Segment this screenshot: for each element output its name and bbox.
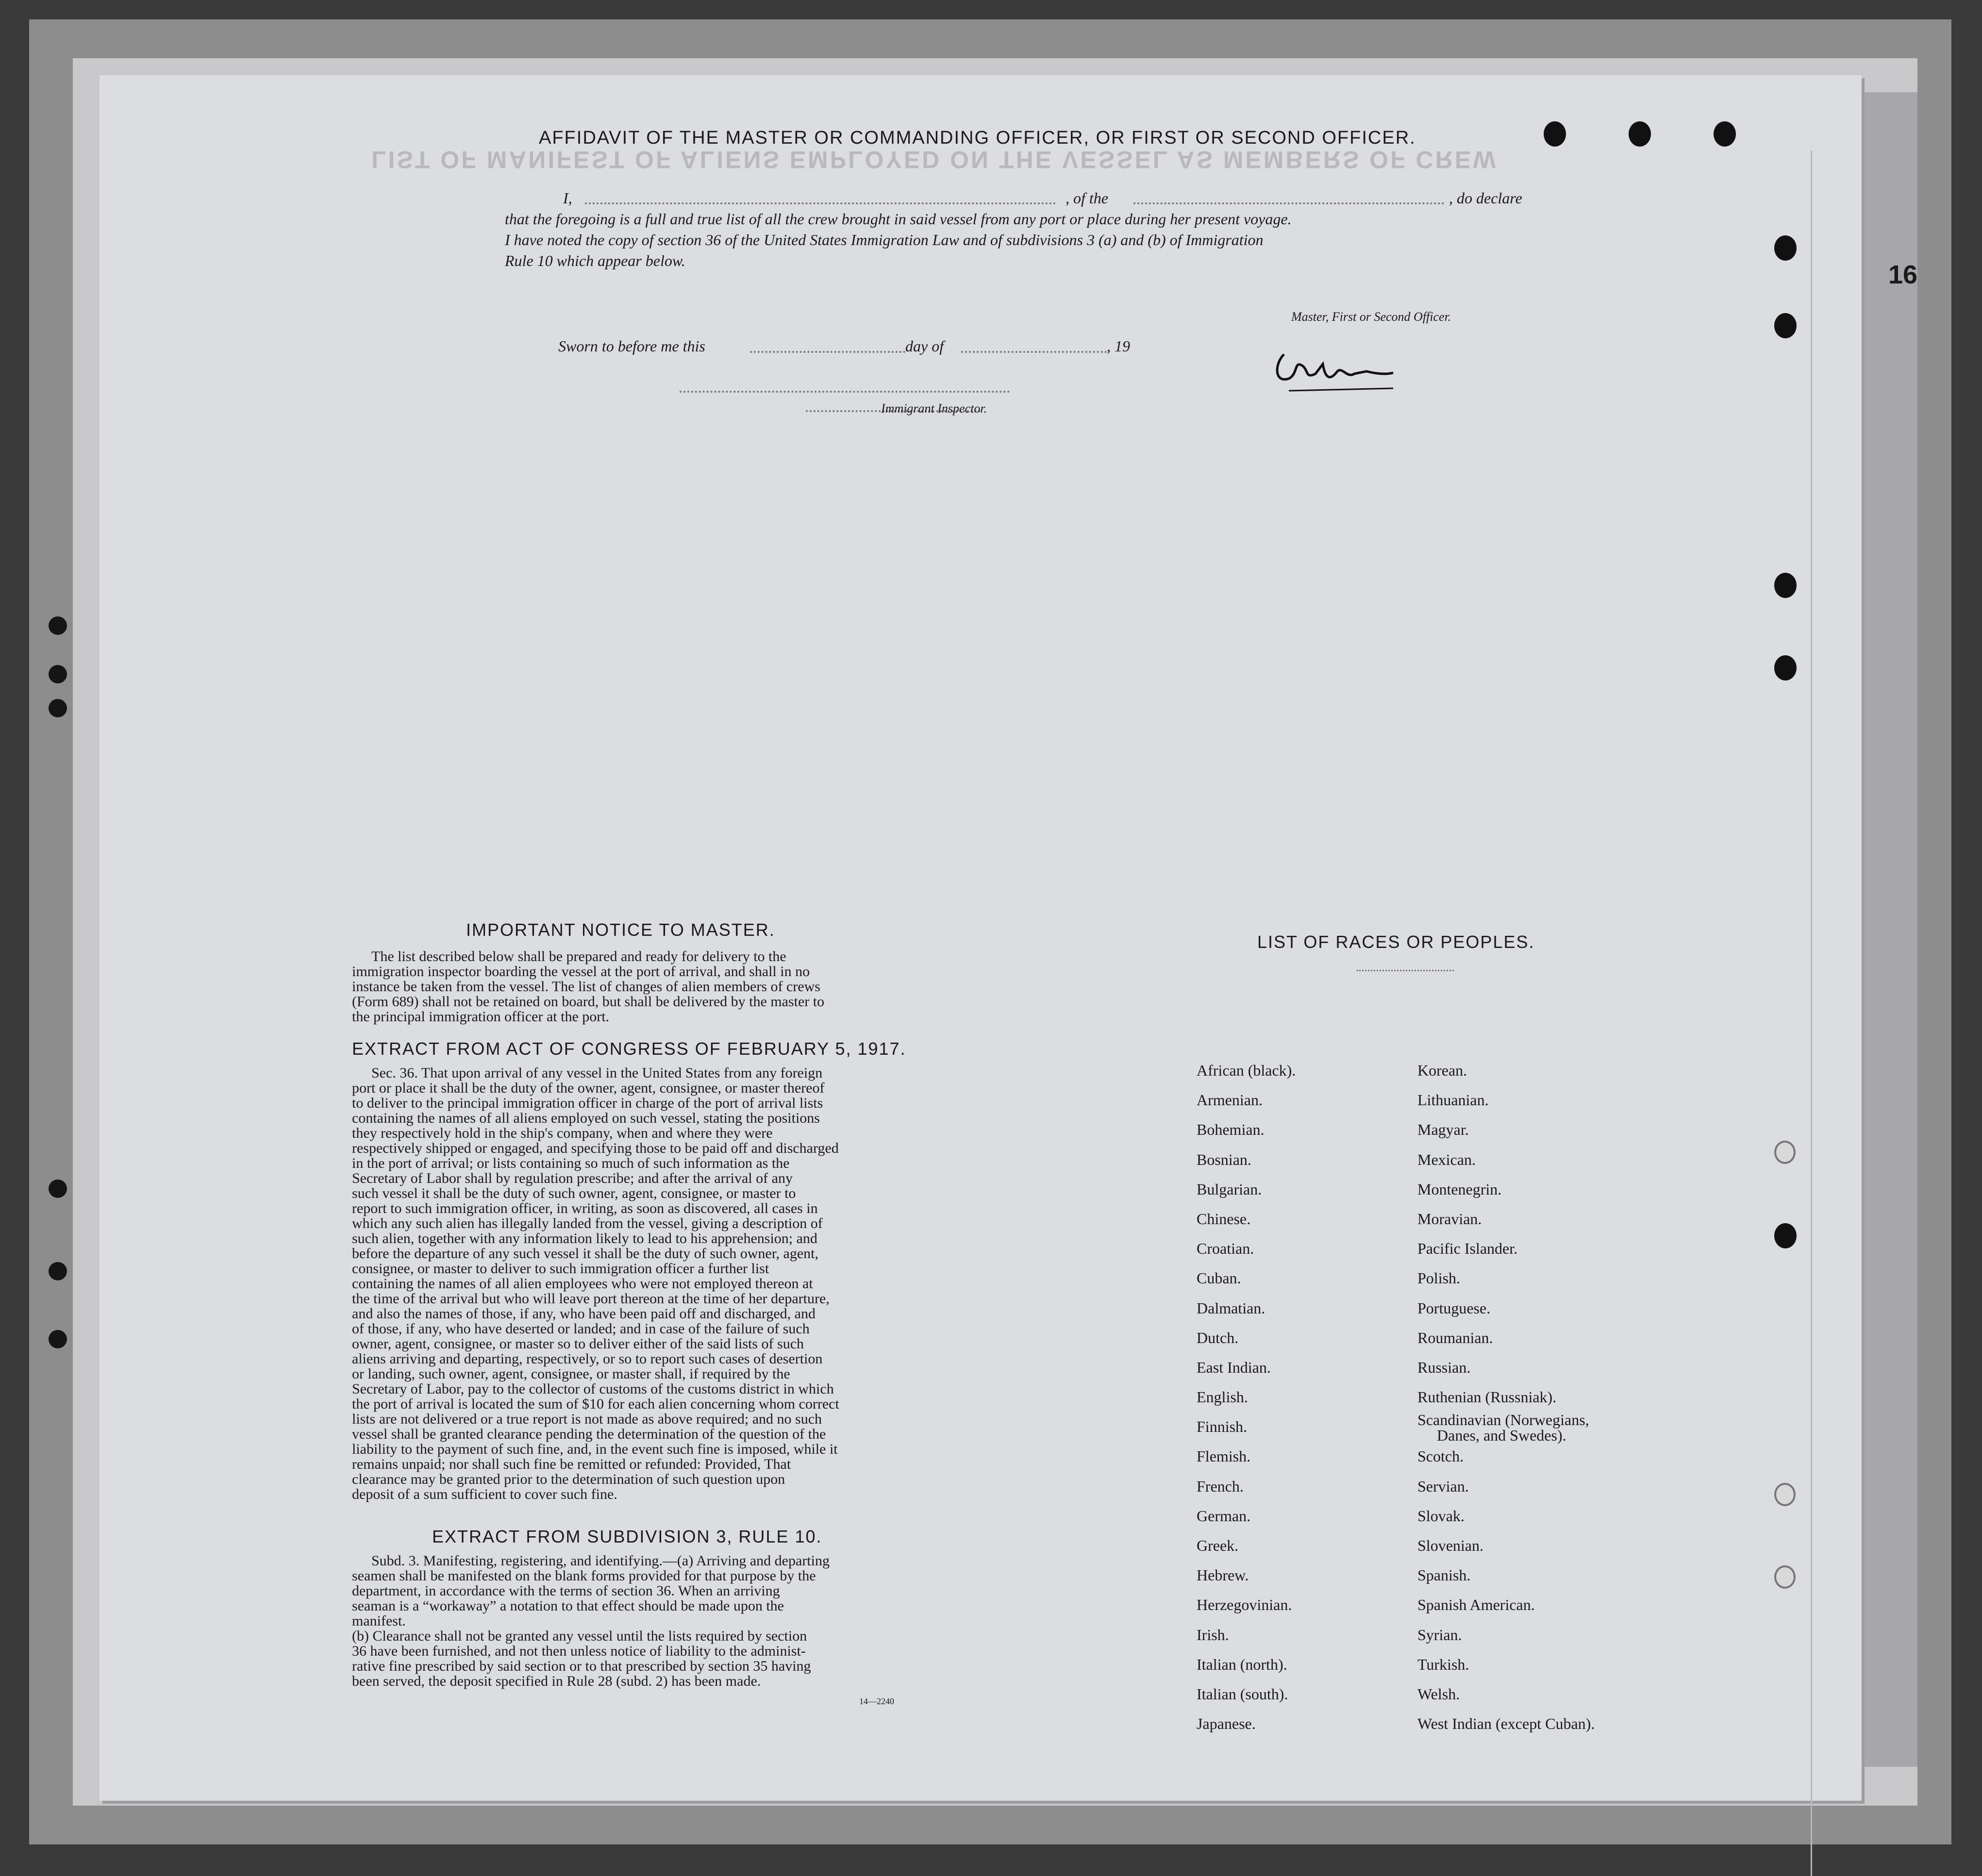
inspector-signature-blank [680,391,1010,393]
rule-line: seamen shall be manifested on the blank forms provided for that purpose by the [352,1568,816,1584]
notice-line: the principal immigration officer at the port. [352,1009,610,1025]
binder-hole [49,699,67,717]
notice-line: (Form 689) shall not be retained on board, but shall be delivered by the master to [352,994,825,1010]
act-line: aliens arriving and departing, respectively, or so to report such cases of desertion [352,1351,823,1367]
race-item: Italian (north). [1197,1655,1287,1673]
vessel-blank [1133,202,1444,204]
act-line: consignee, or master to deliver to such immigration officer a further list [352,1261,769,1277]
race-item: Japanese. [1197,1715,1256,1733]
punch-hole [1714,121,1736,147]
inspector-caption: Immigrant Inspector. [881,401,987,415]
binder-hole [49,665,67,683]
race-item: Turkish. [1417,1655,1469,1673]
race-item: West Indian (except Cuban). [1417,1715,1595,1733]
act-line: liability to the payment of such fine, and, in the event such fine is imposed, while it [352,1441,838,1457]
sworn-day-blank [750,351,905,353]
race-item: Servian. [1417,1477,1469,1495]
binder-hole [49,1330,67,1348]
act-line: which any such alien has illegally landed from the vessel, giving a description of [352,1215,823,1231]
race-item: Polish. [1417,1269,1461,1287]
act-line: lists are not delivered or a true report is not made as above required; and no such [352,1411,822,1427]
rule-line: manifest. [352,1613,406,1629]
act-line: containing the names of all alien employees who were not employed thereon at [352,1276,813,1292]
manifest-page [100,75,1862,1801]
race-item: Syrian. [1417,1626,1462,1644]
race-item: Bohemian. [1197,1121,1265,1139]
act-title: EXTRACT FROM ACT OF CONGRESS OF FEBRUARY 5, 1917. [352,1039,906,1059]
race-item: Greek. [1197,1537,1239,1554]
act-line: Sec. 36. That upon arrival of any vessel in the United States from any foreign [371,1065,823,1081]
affidavit-of-the: , of the [1066,189,1108,207]
binder-hole [49,1179,67,1198]
act-line: such vessel it shall be the duty of such owner, agent, consignee, or master to [352,1185,796,1201]
act-line: clearance may be granted prior to the determination of such question upon [352,1471,785,1487]
act-line: respectively shipped or engaged, and specifying those to be paid off and discharged [352,1140,839,1156]
notice-line: The list described below shall be prepared and ready for delivery to the [371,948,786,964]
notice-line: immigration inspector boarding the vessel at the port of arrival, and shall in no [352,963,810,980]
punch-hole [1774,235,1797,261]
race-item: French. [1197,1477,1244,1495]
races-title: LIST OF RACES OR PEOPLES. [1257,932,1535,952]
races-right-column [1417,1056,1595,1739]
race-item: Ruthenian (Russniak). [1417,1388,1557,1406]
race-item: Croatian. [1197,1240,1254,1258]
race-item: Scotch. [1417,1447,1464,1465]
race-item: Cuban. [1197,1269,1241,1287]
year-text: , 19 [1107,337,1130,355]
act-line: remains unpaid; nor shall such fine be remitted or refunded: Provided, That [352,1456,791,1472]
race-item: Herzegovinian. [1197,1596,1292,1614]
race-item: Hebrew. [1197,1566,1249,1584]
race-item: Italian (south). [1197,1685,1288,1703]
act-line: the port of arrival is located the sum of $10 for each alien concerning whom correct [352,1396,839,1412]
race-item: Dalmatian. [1197,1299,1266,1317]
page-number: 16 [1888,260,1918,289]
punch-hole [1774,1141,1796,1164]
rule-line: rative fine prescribed by said section or to that prescribed by section 35 having [352,1658,811,1674]
affidavit-line-2: that the foregoing is a full and true list of all the crew brought in said vessel from any port or place during her present voyage. [505,210,1292,228]
race-item: Spanish American. [1417,1596,1535,1614]
punch-hole [1774,655,1797,681]
race-item: Dutch. [1197,1328,1239,1346]
rule-title: EXTRACT FROM SUBDIVISION 3, RULE 10. [432,1527,822,1546]
race-item: Scandinavian (Norwegians, Danes, and Swedes). [1417,1412,1595,1442]
act-line: in the port of arrival; or lists containing so much of such information as the [352,1155,790,1171]
act-line: vessel shall be granted clearance pending the determination of the question of the [352,1426,826,1442]
notice-line: instance be taken from the vessel. The list of changes of alien members of crews [352,979,820,995]
act-line: deposit of a sum sufficient to cover such fine. [352,1486,617,1502]
race-item: Slovak. [1417,1507,1465,1525]
act-line: owner, agent, consignee, or master so to deliver either of the said lists of such [352,1336,804,1352]
race-item: Montenegrin. [1417,1180,1502,1198]
act-line: the time of the arrival but who will leave port thereon at the time of her departure, [352,1291,830,1307]
affidavit-title: AFFIDAVIT OF THE MASTER OR COMMANDING OFFICER, OR FIRST OR SECOND OFFICER. [539,128,1416,148]
binder-hole [49,616,67,635]
punch-hole [1774,1483,1796,1506]
signature-caption: Master, First or Second Officer. [1291,310,1451,324]
rule-line: been served, the deposit specified in Rule 28 (subd. 2) has been made. [352,1673,761,1689]
affidavit-do-declare: , do declare [1449,189,1522,207]
act-line: to deliver to the principal immigration officer in charge of the port of arrival lists [352,1095,823,1111]
name-blank [585,202,1056,204]
race-item: Flemish. [1197,1447,1251,1465]
race-item: Korean. [1417,1062,1467,1079]
form-number: 14—2240 [859,1696,894,1706]
rule-line: 36 have been furnished, and not then unless notice of liability to the administ- [352,1643,806,1659]
affidavit-line-3: I have noted the copy of section 36 of the United States Immigration Law and of subdivisions 3 (a) and (b) of Immigration [505,231,1264,249]
officer-signature [1269,345,1396,398]
notice-title: IMPORTANT NOTICE TO MASTER. [466,920,775,940]
rule-text [352,1553,927,1689]
race-item: Bulgarian. [1197,1180,1262,1198]
race-item: Irish. [1197,1626,1229,1644]
race-item: Portuguese. [1417,1299,1491,1317]
punch-hole [1774,573,1797,598]
race-item: Moravian. [1417,1210,1482,1228]
act-line: they respectively hold in the ship's company, when and where they were [352,1125,773,1141]
rule-line: (b) Clearance shall not be granted any vessel until the lists required by section [352,1628,807,1644]
rule-line: Subd. 3. Manifesting, registering, and identifying.—(a) Arriving and departing [371,1553,830,1569]
act-line: of those, if any, who have deserted or landed; and in case of the failure of such [352,1321,810,1337]
notice-text [352,949,927,1024]
rule-line: department, in accordance with the terms of section 36. When an arriving [352,1583,780,1599]
races-title-rule [1357,970,1454,971]
race-item: Mexican. [1417,1150,1476,1168]
race-item: Welsh. [1417,1685,1460,1703]
race-item: German. [1197,1507,1251,1525]
race-item: Finnish. [1197,1418,1248,1436]
act-text [352,1065,927,1502]
race-item: Roumanian. [1417,1328,1493,1346]
race-item: Spanish. [1417,1566,1471,1584]
sworn-text: Sworn to before me this [558,337,705,355]
ruled-column-line [1811,150,1812,1876]
act-line: report to such immigration officer, in writing, as soon as discovered, all cases in [352,1200,818,1216]
race-item-continued: Danes, and Swedes). [1437,1427,1566,1444]
sworn-month-blank [961,351,1107,353]
act-line: such alien, together with any information likely to lead to his apprehension; and [352,1230,817,1246]
race-item: Armenian. [1197,1091,1263,1109]
act-line: before the departure of any such vessel it shall be the duty of such owner, agent, [352,1245,818,1262]
rule-line: seaman is a “workaway” a notation to that effect should be made upon the [352,1598,784,1614]
day-of-text: day of [905,337,944,355]
race-item: Slovenian. [1417,1537,1483,1554]
race-item: Russian. [1417,1358,1471,1376]
race-item: African (black). [1197,1062,1296,1079]
affidavit-line-4: Rule 10 which appear below. [505,252,685,269]
punch-hole [1629,121,1651,147]
races-left-column [1197,1056,1296,1739]
race-item: English. [1197,1388,1248,1406]
race-item: Pacific Islander. [1417,1240,1518,1258]
punch-hole [1544,121,1566,147]
faint-reverse-header: LIST OF MANIFEST OF ALIENS EMPLOYED ON THE VESSEL AS MEMBERS OF CREW [371,146,1498,173]
act-line: Secretary of Labor, pay to the collector of customs of the customs district in which [352,1381,834,1397]
race-item: East Indian. [1197,1358,1271,1376]
race-item: Magyar. [1417,1121,1469,1139]
punch-hole [1774,1565,1796,1589]
affidavit-i: I, [563,189,572,207]
binder-hole [49,1262,67,1280]
punch-hole [1774,313,1797,338]
act-line: or landing, such owner, agent, consignee, or master shall, if required by the [352,1366,790,1382]
race-item: Lithuanian. [1417,1091,1489,1109]
act-line: and also the names of those, if any, who have been paid off and discharged, and [352,1306,816,1322]
act-line: containing the names of all aliens employed on such vessel, stating the positions [352,1110,820,1126]
act-line: port or place it shall be the duty of the owner, agent, consignee, or master thereof [352,1080,825,1096]
race-item: Bosnian. [1197,1150,1251,1168]
race-item: Chinese. [1197,1210,1251,1228]
act-line: Secretary of Labor shall by regulation prescribe; and after the arrival of any [352,1170,793,1186]
punch-hole [1774,1223,1797,1248]
